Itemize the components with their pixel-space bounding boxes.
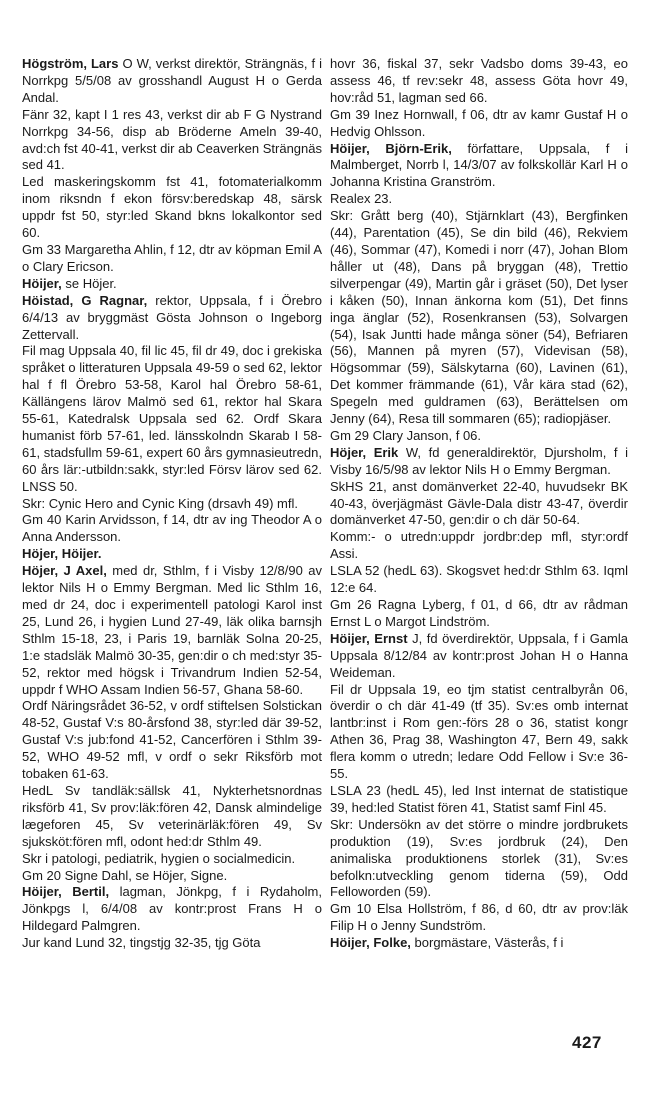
entry-headword: Högström, Lars [22, 56, 119, 71]
entry-continuation [22, 174, 322, 242]
entry-paragraph [22, 546, 322, 563]
entry-headword: Höjer, Höijer. [22, 546, 102, 562]
entry-headword: Höjer, Erik [330, 444, 399, 460]
entry-text: borgmästare, Västerås, f i [410, 935, 564, 951]
entry-continuation [22, 783, 322, 851]
entry-text: Realex 23. [330, 191, 393, 207]
entry-continuation [22, 107, 322, 175]
entry-continuation [22, 868, 322, 885]
left-column [22, 56, 322, 952]
entry-text: Gm 29 Clary Janson, f 06. [330, 427, 482, 443]
entry-text: Fänr 32, kapt I 1 res 43, verkst dir ab F G Nystrand Norrkpg 34-56, disp ab Bröderne Ameln 39-40, avd:ch fst 40-41, verkst dir ab Ceaverken Strängnäs sed 41. [22, 106, 322, 173]
entry-text: HedL Sv tandläk:sällsk 41, Nykterhetsnordnas riksförb 41, Sv prov:läk:fören 42, Dansk almindelige lægeforen 45, Sv veterinärläk:fören 49, Sv sjuksköt:fören mfl, odont hed:dr Sthlm 49. [22, 782, 322, 849]
entry-text: Gm 39 Inez Hornwall, f 06, dtr av kamr Gustaf H o Hedvig Ohlsson. [330, 106, 628, 139]
entry-paragraph [22, 56, 322, 107]
entry-continuation [330, 783, 628, 817]
entry-text: Komm:- o utredn:uppdr jordbr:dep mfl, styr:ordf Assi. [330, 529, 628, 562]
entry-continuation [22, 698, 322, 783]
right-column [330, 56, 628, 952]
entry-text: Gm 10 Elsa Hollström, f 86, d 60, dtr av prov:läk Filip H o Jenny Sundström. [330, 901, 628, 934]
entry-headword: Höijer, Björn-Erik, [330, 140, 452, 156]
entry-continuation [330, 682, 628, 783]
entry-headword: Höijer, [22, 275, 62, 291]
entry-text: W, fd generaldirektör, Djursholm, f i Visby 16/5/98 av lektor Nils H o Emmy Bergman. [330, 444, 628, 477]
entry-text: LSLA 23 (hedL 45), led Inst internat de statistique 39, hed:led Statist fören 41, Statist samf Finl 45. [330, 782, 628, 815]
entry-text: Skr: Undersökn av det större o mindre jordbrukets produktion (19), Sv:es jordbruk (24), Den animaliska produktionens storlek (31), Sv:es befolkn:utveckling genom tiderna (59), Odd Felloworden (59). [330, 816, 628, 900]
entry-continuation [330, 56, 628, 107]
entry-headword: Höijer, Folke, [330, 935, 411, 951]
entry-text: Led maskeringskomm fst 41, fotomaterialkomm inom riksndn f ekon försv:beredskap 48, särsk uppdr fst 50, styr:led Skand bkns lokalkontor sed 60. [22, 174, 322, 241]
entry-text: se Höjer. [61, 275, 117, 291]
entry-continuation [330, 479, 628, 530]
entry-continuation [330, 901, 628, 935]
entry-continuation [330, 529, 628, 563]
entry-text: LSLA 52 (hedL 63). Skogsvet hed:dr Sthlm 63. Iqml 12:e 64. [330, 563, 628, 596]
entry-text: Fil mag Uppsala 40, fil lic 45, fil dr 49, doc i grekiska språket o litteraturen Uppsala 49-59 o sed 62, lektor hal f fl Örebro 53-58, Karol hal Örebro 58-61, Källängens lärov Malmö sed 61, rektor hal Skara 55-61, Katedralsk Uppsala sed 62. Ordf Skara humanist förb 57-61, led. länsskolndn Skarab I 58-61, stadsfullm 59-61, expert 60 års gymnasieutredn, 60 års lär:-utbildn:sakk, styr:led Försv lärov sed 62. LNSS 50. [22, 343, 322, 494]
entry-text: hovr 36, fiskal 37, sekr Vadsbo doms 39-43, eo assess 46, tf rev:sekr 48, assess Göta hovr 49, hov:råd 51, lagman sed 66. [330, 56, 628, 105]
entry-continuation [22, 935, 322, 952]
entry-paragraph [22, 276, 322, 293]
entry-paragraph [22, 293, 322, 344]
entry-text: Fil dr Uppsala 19, eo tjm statist centralbyrån 06, överdir o ch där 41-49 (tf 35). Sv:es omb internat lantbr:inst i Rom gen:-förs 28 o 36, statist kongr Athen 36, Prag 38, Washington 47, Bern 49, sakk flera komm o utredn; ledare Odd Fellow i Sv:e 36-55. [330, 681, 628, 782]
entry-continuation [330, 107, 628, 141]
entry-paragraph [330, 935, 628, 952]
entry-text: rektor, Uppsala, f i Örebro 6/4/13 av bryggmäst Gösta Johnson o Ingeborg Zettervall. [22, 292, 322, 342]
entry-paragraph [22, 884, 322, 935]
entry-headword: Höistad, G Ragnar, [22, 292, 148, 308]
entry-text: Ordf Näringsrådet 36-52, v ordf stiftelsen Solstickan 48-52, Gustaf V:s 80-årsfond 38, styr:led där 39-52, Gustaf V:s jub:fond 41-52, Cancerfören i Sthlm 39-52, WHO 49-52 mfl, v ordf o sekr Riksförb mot tobaken 61-63. [22, 698, 322, 782]
entry-text: Gm 20 Signe Dahl, se Höjer, Signe. [22, 867, 228, 883]
entry-continuation [330, 597, 628, 631]
entry-text: Skr i patologi, pediatrik, hygien o socialmedicin. [22, 850, 296, 866]
entry-continuation [330, 563, 628, 597]
entry-text: J, fd överdirektör, Uppsala, f i Gamla Uppsala 8/12/84 av kontr:prost Johan H o Hanna Weideman. [330, 630, 628, 680]
entry-paragraph [330, 445, 628, 479]
entry-text: O W, verkst direktör, Strängnäs, f i Norrkpg 5/5/08 av grosshandl August H o Gerda Andal. [22, 56, 322, 105]
entry-text: SkHS 21, anst domänverket 22-40, huvudsekr BK 40-43, överjägmäst Gävle-Dala distr 43-47, överdir domänverket 47-50, gen:dir o ch där 50-64. [330, 478, 628, 528]
entry-continuation [22, 512, 322, 546]
entry-continuation [22, 343, 322, 495]
entry-paragraph [22, 563, 322, 698]
entry-headword: Höjer, J Axel, [22, 563, 107, 579]
entry-text: Gm 26 Ragna Lyberg, f 01, d 66, dtr av rådman Ernst L o Margot Lindström. [330, 597, 628, 629]
entry-text: Jur kand Lund 32, tingstjg 32-35, tjg Göta [22, 935, 261, 951]
entry-continuation [330, 191, 628, 208]
page-number: 427 [572, 1033, 602, 1052]
entry-headword: Höijer, Bertil, [22, 884, 110, 900]
entry-text: författare, Uppsala, f i Malmberget, Norrb l, 14/3/07 av folkskollär Karl H o Johanna Kristina Granström. [330, 140, 628, 190]
entry-text: Skr: Cynic Hero and Cynic King (drsavh 49) mfl. [22, 495, 298, 511]
entry-text: Gm 40 Karin Arvidsson, f 14, dtr av ing Theodor A o Anna Andersson. [22, 512, 322, 545]
entry-continuation [22, 496, 322, 513]
entry-text: Skr: Grått berg (40), Stjärnklart (43), Bergfinken (44), Parentation (45), Se din bild (46), Rekviem (46), Sommar (47), Komedi i norr (47), Johan Blom håller ut (48), Dans på bryggan (48), Trettio silverpengar (49), Martin går i gräset (50), Det lyser i kåken (50), Innan änkorna kom (51), Det finns inga änglar (52), Rosenkransen (53), Solvargen (54), Isak Juntti hade många söner (54), Befriaren (56), Mannen på myren (57), Videvisan (58), Högsommar (59), Sälskytarna (60), Lavinen (61), Det kommer främmande (61), Vår kära stad (62), Spegeln med guldramen (63), Berättelsen om Jenny (64), Resa till sommaren (65); radiopjäser. [330, 208, 628, 427]
entry-text: lagman, Jönkpg, f i Rydaholm, Jönkpgs l, 6/4/08 av kontr:prost Frans H o Hildegard Palmgren. [22, 884, 322, 934]
entry-text: med dr, Sthlm, f i Visby 12/8/90 av lektor Nils H o Emmy Bergman. Med lic Sthlm 16, med dr 24, doc i experimentell patologi Karol inst 25, Lund 26, i hygien Lund 27-49, läk olika barnsjh Sthlm 15-18, 23, i Paris 19, barnläk Solna 20-25, 1:e stadsläk Malmö 30-35, gen:dir o ch med:styr 35-52, rektor med högsk i Trivandrum Indien 52-54, uppdr f WHO Assam Indien 56-57, Ghana 58-60. [22, 563, 322, 697]
entry-continuation [330, 208, 628, 428]
entry-paragraph [330, 141, 628, 192]
entry-headword: Höijer, Ernst [330, 630, 408, 646]
entry-paragraph [330, 631, 628, 682]
entry-continuation [330, 428, 628, 445]
entry-text: Gm 33 Margaretha Ahlin, f 12, dtr av köpman Emil A o Clary Ericson. [22, 241, 322, 274]
entry-continuation [22, 242, 322, 276]
entry-continuation [22, 851, 322, 868]
entry-continuation [330, 817, 628, 902]
